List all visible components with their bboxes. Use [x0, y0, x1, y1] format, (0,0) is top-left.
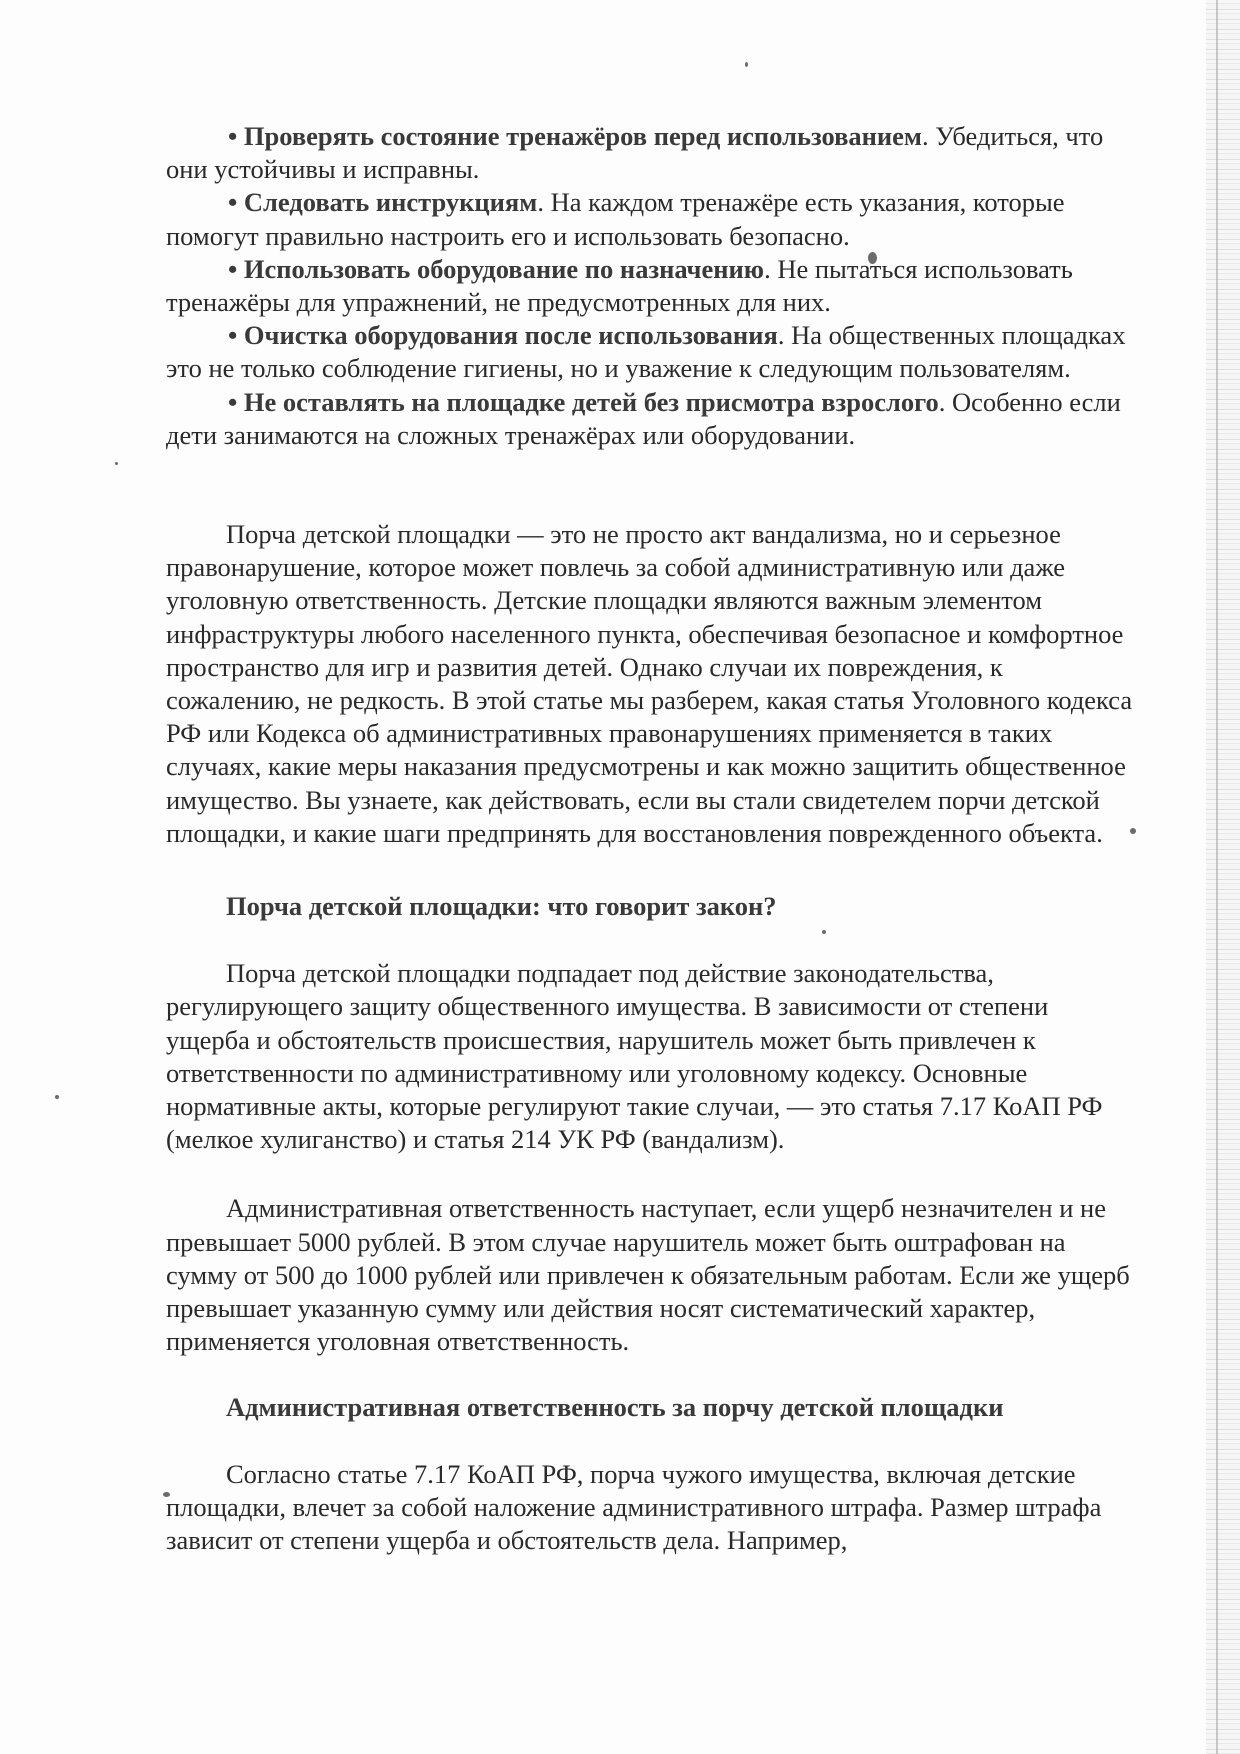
list-item — [166, 253, 1136, 319]
scan-speck — [115, 462, 118, 465]
scan-line-artifact — [1216, 0, 1218, 1754]
bullet-text: . На общественных площадках это не только соблюдение гигиены, но и уважение к следующим пользователям. — [166, 320, 1126, 384]
bullet-bold-lead: • Очистка оборудования после использования — [228, 320, 778, 351]
list-item — [166, 120, 1136, 186]
bullet-text: . Убедиться, что они устойчивы и исправны. — [166, 121, 1104, 185]
bullet-text: . На каждом тренажёре есть указания, которые помогут правильно настроить его и использовать безопасно. — [166, 187, 1065, 251]
safety-bullet-list — [166, 120, 1136, 452]
admin-paragraph: Согласно статье 7.17 КоАП РФ, порча чужого имущества, включая детские площадки, влечет за собой наложение административного штрафа. Размер штрафа зависит от степени ущерба и обстоятельств дела. Например, — [166, 1458, 1102, 1556]
bullet-text: . Особенно если дети занимаются на сложных тренажёрах или оборудовании. — [166, 386, 1121, 450]
list-item — [166, 386, 1136, 452]
scan-speck — [745, 62, 748, 67]
bullet-bold-lead: • Не оставлять на площадке детей без присмотра взрослого — [228, 386, 939, 417]
law-paragraph: Порча детской площадки подпадает под действие законодательства, регулирующего защиту общественного имущества. В зависимости от степени ущерба и обстоятельств происшествия, нарушитель может быть привлечен к ответственности по административному или уголовному кодексу. Основные нормативные акты, которые регулируют такие случаи, — это статья 7.17 КоАП РФ (мелкое хулиганство) и статья 214 УК РФ (вандализм). — [166, 958, 1103, 1155]
bullet-bold-lead: • Использовать оборудование по назначению — [228, 253, 765, 284]
bullet-bold-lead: • Проверять состояние тренажёров перед использованием — [228, 121, 922, 151]
list-item — [166, 186, 1136, 252]
bullet-text: . Не пытаться использовать тренажёры для упражнений, не предусмотренных для них. — [166, 253, 1073, 318]
document-body — [166, 120, 1136, 1557]
bullet-bold-lead: • Следовать инструкциям — [228, 187, 538, 218]
intro-paragraph: Порча детской площадки — это не просто акт вандализма, но и серьезное правонарушение, которое может повлечь за собой административную или даже уголовную ответственность. Детские площадки являются важным элементом инфраструктуры любого населенного пункта, обеспечивая безопасное и комфортное пространство для игр и развития детей. Однако случаи их повреждения, к сожалению, не редкость. В этой статье мы разберем, какая статья Уголовного кодекса РФ или Кодекса об административных правонарушениях применяется в таких случаях, какие меры наказания предусмотрены и как можно защитить общественное имущество. Вы узнаете, как действовать, если вы стали свидетелем порчи детской площадки, и какие шаги предпринять для восстановления поврежденного объекта. — [166, 519, 1133, 848]
section-heading-admin: Административная ответственность за порчу детской площадки — [226, 1391, 1004, 1422]
section-heading-law: Порча детской площадки: что говорит закон? — [226, 891, 777, 922]
scan-edge-artifact — [1206, 0, 1240, 1754]
list-item — [166, 319, 1136, 385]
scan-speck — [55, 1095, 59, 1099]
liability-paragraph: Административная ответственность наступает, если ущерб незначителен и не превышает 5000 рублей. В этом случае нарушитель может быть оштрафован на сумму от 500 до 1000 рублей или привлечен к обязательным работам. Если же ущерб превышает указанную сумму или действия носят систематический характер, применяется уголовная ответственность. — [166, 1193, 1130, 1357]
